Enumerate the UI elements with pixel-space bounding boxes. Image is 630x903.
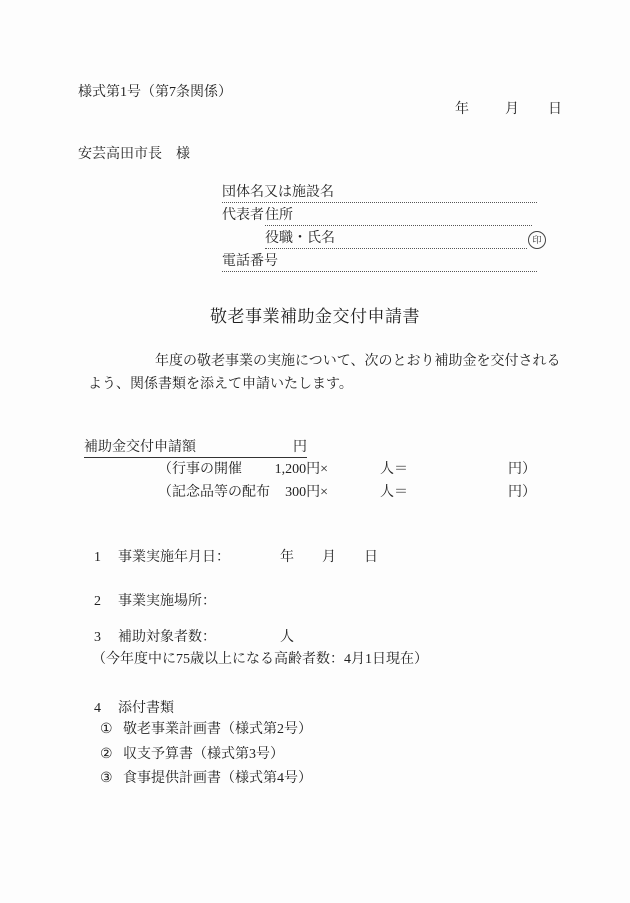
amount-row-total-unit: 円） — [508, 462, 536, 477]
amount-row-rate: 300円× — [285, 485, 328, 500]
item-number: 2 — [94, 594, 101, 609]
date-day-label: 日 — [548, 102, 562, 117]
representative-label: 代表者 — [222, 208, 264, 223]
amount-row-total-unit: 円） — [508, 485, 536, 500]
date-month-label: 月 — [505, 102, 519, 117]
seal-icon: 印 — [528, 231, 546, 249]
item-date-placeholders: 年 月 日 — [280, 550, 378, 565]
attachment-item — [0, 721, 630, 740]
item-target-count-note: （今年度中に75歳以上になる高齢者数：4月1日現在） — [92, 652, 428, 667]
form-number: 様式第1号（第7条関係） — [78, 85, 232, 100]
amount-row-event — [0, 461, 630, 480]
circled-number: ② — [100, 747, 113, 762]
item-target-count — [0, 629, 630, 648]
amount-row-rate: 1,200円× — [274, 462, 328, 477]
amount-row-name: （記念品等の配布 — [158, 485, 270, 500]
attachment-label: 敬老事業計画書（様式第2号） — [123, 722, 312, 737]
item-label: 補助対象者数： — [118, 630, 216, 645]
attachment-item — [0, 770, 630, 789]
amount-label: 補助金交付申請額 — [84, 440, 196, 455]
amount-row-name: （行事の開催 — [158, 462, 242, 477]
body-line-2: よう、関係書類を添えて申請いたします。 — [88, 377, 353, 392]
item-implementation-place — [0, 593, 630, 612]
org-name-field: 団体名又は施設名 — [222, 184, 537, 203]
item-label: 事業実施年月日： — [118, 550, 230, 565]
phone-field: 電話番号 — [222, 253, 537, 272]
amount-row-people: 人＝ — [380, 485, 408, 500]
item-label: 事業実施場所： — [118, 594, 216, 609]
amount-header — [84, 439, 307, 458]
item-implementation-date — [0, 549, 630, 568]
attachment-label: 食事提供計画書（様式第4号） — [123, 771, 312, 786]
item-attachments — [0, 700, 630, 719]
attachment-label: 収支予算書（様式第3号） — [123, 747, 284, 762]
role-name-field: 役職・氏名 — [265, 230, 527, 249]
amount-row-souvenir — [0, 484, 630, 503]
attachment-item — [0, 746, 630, 765]
item-count-unit: 人 — [280, 630, 294, 645]
amount-row-people: 人＝ — [380, 462, 408, 477]
amount-unit: 円 — [293, 440, 307, 455]
circled-number: ① — [100, 722, 113, 737]
addressee: 安芸高田市長 様 — [78, 147, 190, 162]
circled-number: ③ — [100, 771, 113, 786]
item-number: 4 — [94, 701, 101, 716]
date-year-label: 年 — [455, 102, 469, 117]
body-line-1: 年度の敬老事業の実施について、次のとおり補助金を交付される — [155, 354, 561, 369]
item-number: 1 — [94, 550, 101, 565]
item-label: 添付書類 — [118, 701, 174, 716]
document-title: 敬老事業補助金交付申請書 — [210, 307, 420, 326]
item-number: 3 — [94, 630, 101, 645]
address-field: 住所 — [265, 207, 532, 226]
